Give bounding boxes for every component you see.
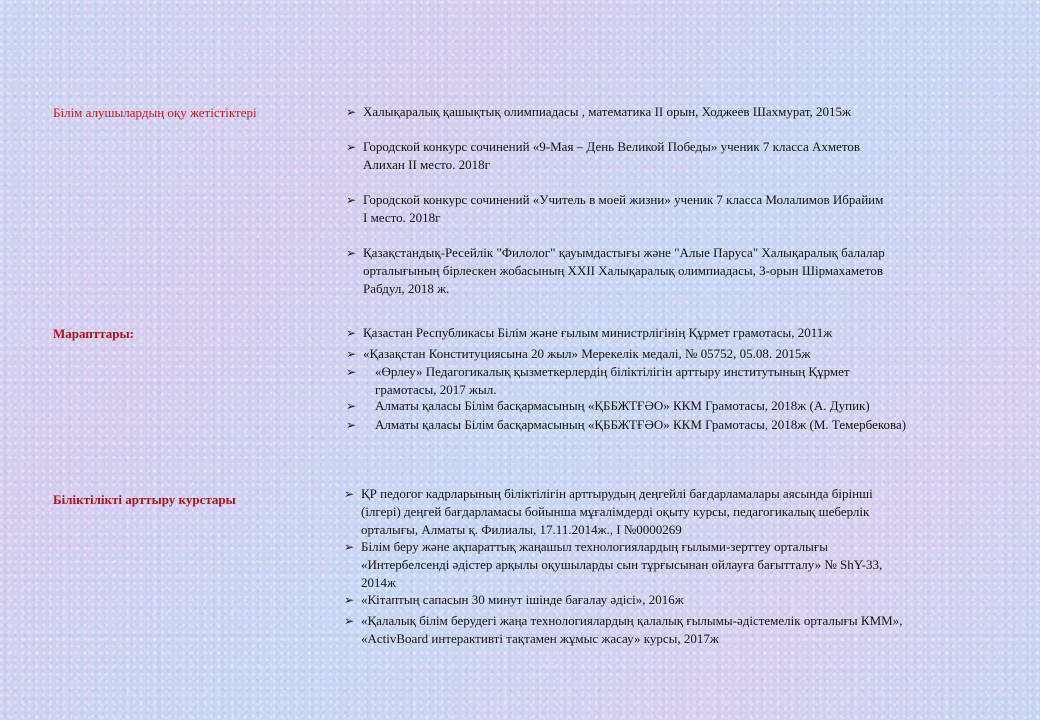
awards-heading: Марапттары: bbox=[53, 326, 134, 341]
course-item bbox=[344, 612, 1004, 648]
achievement-text: Халықаралық қашықтық олимпиадасы , математика ІІ орын, Ходжеев Шахмурат, 2015ж bbox=[363, 104, 851, 119]
award-item bbox=[346, 345, 1006, 363]
arrowhead-bullet-icon: ➢ bbox=[346, 246, 357, 260]
arrowhead-bullet-icon: ➢ bbox=[346, 418, 357, 432]
award-item bbox=[346, 416, 1006, 434]
arrowhead-bullet-icon: ➢ bbox=[344, 540, 355, 554]
achievement-text: Городской конкурс сочинений «9-Мая – День Великой Победы» ученик 7 класса Ахметов Алихан ІІ место. 2018г bbox=[363, 139, 860, 172]
award-item bbox=[346, 363, 1006, 399]
achievement-text: Қазақстандық-Ресейлік "Филолог" қауымдастығы және "Алые Паруса" Халықаралық балалар орталығының бірлескен жобасының ХХІІ Халықаралық олимпиадасы, 3-орын Шірмахаметов Рабдул, 2018 ж. bbox=[363, 245, 885, 296]
award-item bbox=[346, 397, 1006, 415]
achievement-item bbox=[346, 191, 986, 227]
award-text: «Өрлеу» Педагогикалық қызметкерлердің біліктілігін арттыру институтының Құрмет грамотасы, 2017 жыл. bbox=[375, 364, 850, 397]
arrowhead-bullet-icon: ➢ bbox=[346, 140, 357, 154]
award-text: «Қазақстан Конституциясына 20 жыл» Мерекелік медалі, № 05752, 05.08. 2015ж bbox=[363, 346, 811, 361]
arrowhead-bullet-icon: ➢ bbox=[344, 487, 355, 501]
achievements-heading: Білім алушылардың оқу жетістіктері bbox=[53, 105, 257, 120]
arrowhead-bullet-icon: ➢ bbox=[346, 347, 357, 361]
course-text: «Қалалық білім берудегі жаңа технологиялардың қалалық ғылымы-әдістемелік орталығы КММ», «ActivBoard интерактивті тақтамен жұмыс жасау» курсы, 2017ж bbox=[361, 613, 903, 646]
arrowhead-bullet-icon: ➢ bbox=[346, 193, 357, 207]
course-text: ҚР педогог кадрларының біліктілігін арттырудың деңгейлі бағдарламалары аясында бірінші (ілгері) деңгей бағдарламасы бойынша мұғалімдерді оқыту курсы, педагогикалық шеберлік орталығы, Алматы қ. Филиалы, 17.11.2014ж., І №0000269 bbox=[361, 486, 873, 537]
course-item bbox=[344, 538, 1004, 592]
arrowhead-bullet-icon: ➢ bbox=[344, 614, 355, 628]
achievement-item bbox=[346, 103, 986, 121]
course-item bbox=[344, 485, 1004, 539]
arrowhead-bullet-icon: ➢ bbox=[346, 365, 357, 379]
achievement-text: Городской конкурс сочинений «Учитель в моей жизни» ученик 7 класса Молалимов Ибрайим І место. 2018г bbox=[363, 192, 884, 225]
achievement-item bbox=[346, 138, 986, 174]
course-text: «Кітаптың сапасын 30 минут ішінде бағалау әдісі», 2016ж bbox=[361, 592, 684, 607]
award-text: Алматы қаласы Білім басқармасының «ҚББЖТҒӘО» ККМ Грамотасы, 2018ж (М. Темербекова) bbox=[375, 417, 907, 432]
award-item bbox=[346, 324, 1006, 342]
courses-heading: Біліктілікті арттыру курстары bbox=[53, 492, 236, 507]
award-text: Алматы қаласы Білім басқармасының «ҚББЖТҒӘО» ККМ Грамотасы, 2018ж (А. Дупик) bbox=[375, 398, 870, 413]
arrowhead-bullet-icon: ➢ bbox=[346, 105, 357, 119]
arrowhead-bullet-icon: ➢ bbox=[346, 326, 357, 340]
arrowhead-bullet-icon: ➢ bbox=[346, 399, 357, 413]
achievement-item bbox=[346, 244, 986, 298]
course-item bbox=[344, 591, 1004, 609]
award-text: Қазастан Республикасы Білім және ғылым министрлігінің Құрмет грамотасы, 2011ж bbox=[363, 325, 833, 340]
course-text: Білім беру және ақпараттық жаңашыл технологиялардың ғылыми-зерттеу орталығы «Интербелсенді әдістер арқылы оқушыларды сын тұрғысынан ойлауға бағытталу» № ShY-33, 2014ж bbox=[361, 539, 883, 590]
arrowhead-bullet-icon: ➢ bbox=[344, 593, 355, 607]
